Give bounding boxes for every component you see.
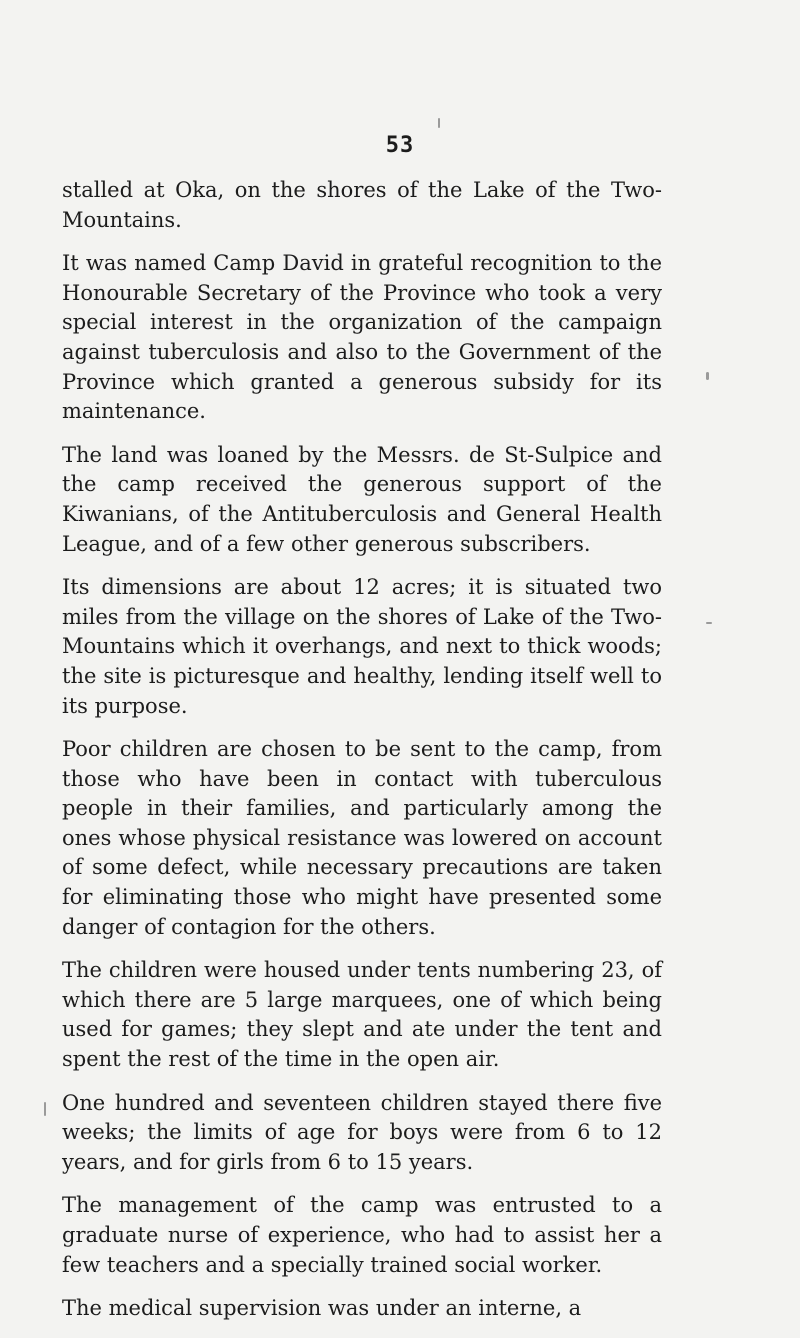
body-text	[62, 176, 662, 1338]
paragraph-2: It was named Camp David in grateful recognition to the Honourable Secretary of the Province who took a very special interest in the organization of the campaign against tuberculosis and also to the Government of the Province which granted a generous subsidy for its maintenance.	[62, 251, 662, 424]
paragraph-7: One hundred and seventeen children stayed there five weeks; the limits of age for boys were from 6 to 12 years, and for girls from 6 to 15 years.	[62, 1090, 662, 1174]
scan-speck	[438, 118, 440, 128]
paragraph-8: The management of the camp was entrusted to a graduate nurse of experience, who had to assist her a few teachers and a specially trained social worker.	[62, 1193, 662, 1277]
scan-speck	[706, 372, 709, 380]
paragraph-1: stalled at Oka, on the shores of the Lake of the Two-Mountains.	[62, 178, 662, 232]
paragraph-3: The land was loaned by the Messrs. de St-Sulpice and the camp received the generous support of the Kiwanians, of the Antituberculosis and General Health League, and of a few other generous subscribers.	[62, 442, 662, 556]
paragraph-4: Its dimensions are about 12 acres; it is situated two miles from the village on the shores of Lake of the Two-Mountains which it overhangs, and next to thick woods; the site is picturesque and healthy, lending itself well to its purpose.	[62, 575, 662, 718]
paragraph-9: The medical supervision was under an interne, a	[62, 1296, 582, 1321]
paragraph-5: Poor children are chosen to be sent to the camp, from those who have been in contact with tuberculous people in their families, and particularly among the ones whose physical resistance was lowered on account of some defect, while necessary precautions are taken for eliminating those who might have presented some danger of contagion for the others.	[62, 737, 662, 939]
scan-speck	[706, 622, 712, 624]
scan-speck	[44, 1102, 46, 1116]
paragraph-6: The children were housed under tents numbering 23, of which there are 5 large marquees, one of which being used for games; they slept and ate under the tent and spent the rest of the time in the open air.	[62, 958, 662, 1072]
page-number: 53	[385, 133, 415, 158]
